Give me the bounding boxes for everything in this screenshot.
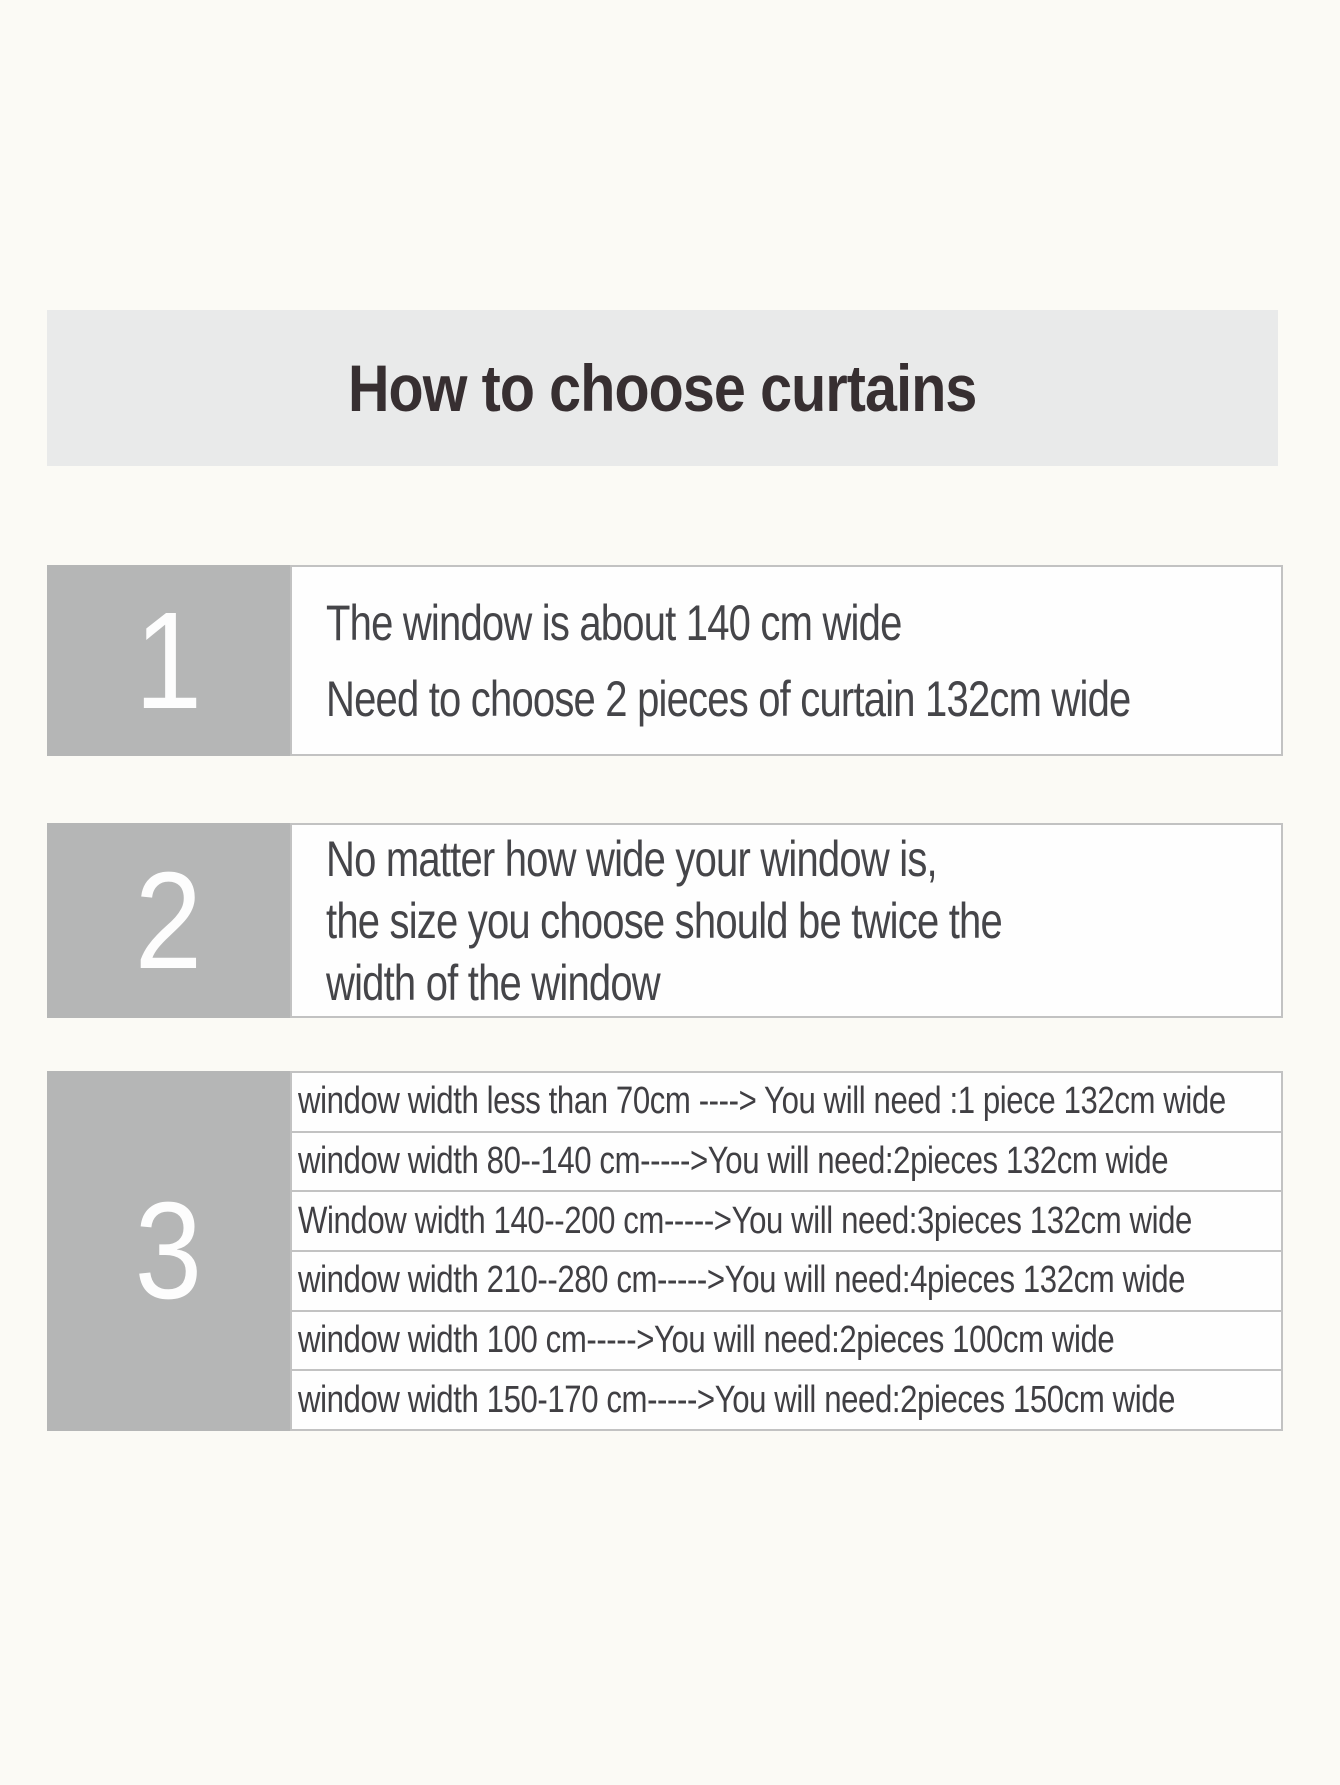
step-1-number: 1 [134,583,203,738]
step-1-content-box [290,565,1283,756]
size-chart-row [290,1131,1283,1193]
title-banner [47,310,1278,466]
step-3-size-chart [290,1071,1283,1431]
step-2-line-2: the size you choose should be twice the [326,892,1002,949]
size-chart-row [290,1250,1283,1312]
size-chart-row-text: Window width 140--200 cm----->You will need:3pieces 132cm wide [298,1199,1192,1242]
size-chart-row-text: window width 80--140 cm----->You will need:2pieces 132cm wide [298,1140,1169,1182]
step-1-number-tile [47,565,290,756]
size-chart-row [290,1190,1283,1252]
step-2-line-1: No matter how wide your window is, [326,830,937,887]
step-1-line-1: The window is about 140 cm wide [326,594,902,651]
step-2-line-3: width of the window [326,954,660,1011]
size-chart-row-text: window width 100 cm----->You will need:2pieces 100cm wide [298,1319,1115,1362]
page-title: How to choose curtains [348,351,977,425]
size-chart-row-text: window width less than 70cm ----> You will need :1 piece 132cm wide [298,1080,1226,1123]
step-1-line-2: Need to choose 2 pieces of curtain 132cm wide [326,670,1131,727]
size-chart-row [290,1310,1283,1372]
step-3-number-tile [47,1071,290,1431]
size-chart-row-text: window width 150-170 cm----->You will need:2pieces 150cm wide [298,1378,1176,1421]
step-2-number: 2 [134,843,203,998]
step-3-number: 3 [134,1174,203,1328]
size-chart-row-text: window width 210--280 cm----->You will need:4pieces 132cm wide [298,1259,1186,1302]
step-2-number-tile [47,823,290,1018]
size-chart-row [290,1071,1283,1133]
step-2-content-box [290,823,1283,1018]
size-chart-row [290,1369,1283,1431]
